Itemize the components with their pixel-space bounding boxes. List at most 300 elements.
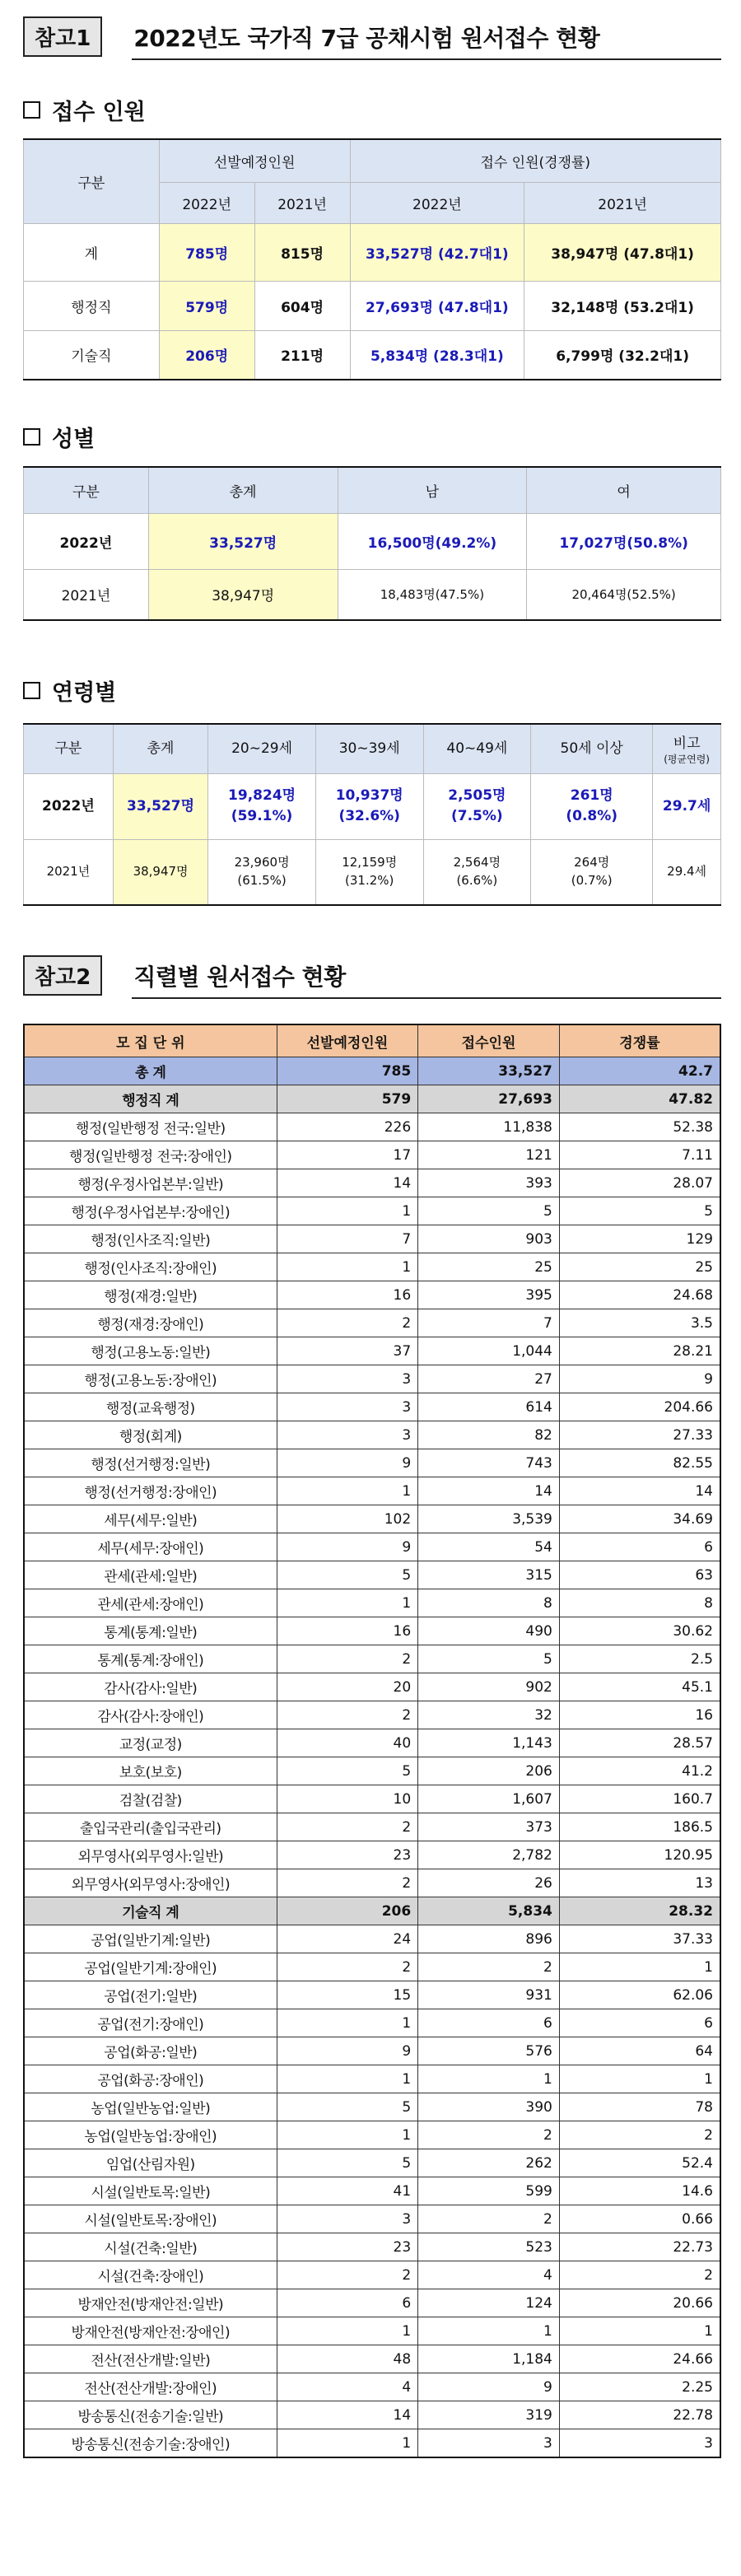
cell-selection: 40 <box>277 1729 418 1757</box>
cell-competition-rate: 28.21 <box>559 1337 720 1365</box>
column-header: 선발예정인원 <box>277 1024 418 1057</box>
cell-app-2022: 27,693명 (47.8대1) <box>350 281 524 330</box>
checkbox-square-icon <box>23 682 40 699</box>
cell-applicants: 206 <box>418 1757 560 1785</box>
cell-applicants: 2 <box>418 2205 560 2233</box>
cell-selection: 1 <box>277 1253 418 1281</box>
cell-selection: 2 <box>277 1309 418 1337</box>
cell-applicants: 262 <box>418 2149 560 2177</box>
cell-app-2022: 5,834명 (28.3대1) <box>350 330 524 380</box>
cell-age-20s <box>208 839 316 905</box>
cell-count: 23,960명 <box>234 855 290 870</box>
cell-selection: 20 <box>277 1673 418 1701</box>
cell-age-50plus <box>531 839 653 905</box>
cell-age-30s <box>315 839 423 905</box>
cell-unit-name: 전산(전산개발:장애인) <box>24 2373 277 2401</box>
row-label: 2021년 <box>24 839 114 905</box>
table-row <box>24 1869 720 1897</box>
row-label: 2022년 <box>24 513 149 569</box>
header-applicants: 접수 인원(경쟁률) <box>350 139 721 182</box>
cell-selection: 23 <box>277 2233 418 2261</box>
table-row <box>24 2009 720 2037</box>
cell-applicants: 26 <box>418 1869 560 1897</box>
table-row <box>24 1925 720 1953</box>
ref2-label: 참고2 <box>23 955 102 996</box>
subtotal-row <box>24 1085 720 1113</box>
cell-unit-name: 시설(건축:일반) <box>24 2233 277 2261</box>
cell-unit-name: 시설(건축:장애인) <box>24 2261 277 2289</box>
cell-competition-rate: 28.32 <box>559 1897 720 1925</box>
cell-applicants: 33,527 <box>418 1057 560 1085</box>
table-row <box>24 2205 720 2233</box>
table-row <box>24 1729 720 1757</box>
table-row <box>24 1197 720 1225</box>
header-2021: 2021년 <box>254 182 350 223</box>
cell-selection: 16 <box>277 1617 418 1645</box>
table-row <box>24 1533 720 1561</box>
table-row <box>24 513 721 569</box>
recruitment-detail-table <box>23 1024 721 2458</box>
cell-applicants: 121 <box>418 1141 560 1169</box>
cell-applicants: 1,044 <box>418 1337 560 1365</box>
cell-unit-name: 공업(전기:일반) <box>24 1981 277 2009</box>
cell-applicants: 902 <box>418 1673 560 1701</box>
cell-unit-name: 세무(세무:장애인) <box>24 1533 277 1561</box>
cell-age-50plus <box>531 773 653 839</box>
table-row <box>24 2289 720 2317</box>
cell-competition-rate: 22.78 <box>559 2401 720 2429</box>
cell-applicants: 25 <box>418 1253 560 1281</box>
table-row <box>24 1449 720 1477</box>
cell-competition-rate: 9 <box>559 1365 720 1393</box>
cell-competition-rate: 186.5 <box>559 1813 720 1841</box>
header-female: 여 <box>527 467 721 513</box>
age-table <box>23 723 721 906</box>
cell-competition-rate: 14.6 <box>559 2177 720 2205</box>
cell-competition-rate: 27.33 <box>559 1421 720 1449</box>
cell-male: 16,500명(49.2%) <box>338 513 527 569</box>
cell-applicants: 896 <box>418 1925 560 1953</box>
cell-competition-rate: 82.55 <box>559 1449 720 1477</box>
cell-sel-2021: 604명 <box>254 281 350 330</box>
table-row <box>24 1169 720 1197</box>
cell-age-40s <box>423 839 531 905</box>
cell-app-2021: 32,148명 (53.2대1) <box>524 281 721 330</box>
cell-competition-rate: 6 <box>559 2009 720 2037</box>
cell-selection: 1 <box>277 2009 418 2037</box>
table-row <box>24 1757 720 1785</box>
cell-unit-name: 기술직 계 <box>24 1897 277 1925</box>
cell-selection: 1 <box>277 1197 418 1225</box>
cell-selection: 3 <box>277 1393 418 1421</box>
cell-competition-rate: 129 <box>559 1225 720 1253</box>
table-row <box>24 2373 720 2401</box>
cell-competition-rate: 28.57 <box>559 1729 720 1757</box>
cell-age-30s <box>315 773 423 839</box>
cell-unit-name: 행정(교육행정) <box>24 1393 277 1421</box>
section-age-heading <box>23 674 116 707</box>
table-row <box>24 1561 720 1589</box>
cell-competition-rate: 25 <box>559 1253 720 1281</box>
header-total: 총계 <box>148 467 338 513</box>
cell-selection: 3 <box>277 1421 418 1449</box>
cell-competition-rate: 41.2 <box>559 1757 720 1785</box>
cell-competition-rate: 63 <box>559 1561 720 1589</box>
table-row <box>24 1701 720 1729</box>
cell-competition-rate: 52.38 <box>559 1113 720 1141</box>
cell-applicants: 1 <box>418 2317 560 2345</box>
checkbox-square-icon <box>23 428 40 446</box>
cell-competition-rate: 24.66 <box>559 2345 720 2373</box>
table-row <box>24 1841 720 1869</box>
cell-applicants: 1,184 <box>418 2345 560 2373</box>
cell-percent: (0.7%) <box>571 872 613 888</box>
cell-app-2022: 33,527명 (42.7대1) <box>350 223 524 281</box>
cell-total: 38,947명 <box>113 839 207 905</box>
cell-percent: (6.6%) <box>456 872 498 888</box>
cell-competition-rate: 2 <box>559 2121 720 2149</box>
cell-female: 20,464명(52.5%) <box>527 569 721 620</box>
row-label: 기술직 <box>24 330 160 380</box>
table-row <box>24 773 721 839</box>
table-row <box>24 1673 720 1701</box>
cell-competition-rate: 13 <box>559 1869 720 1897</box>
cell-unit-name: 행정(우정사업본부:장애인) <box>24 1197 277 1225</box>
cell-competition-rate: 28.07 <box>559 1169 720 1197</box>
table-row <box>24 1421 720 1449</box>
cell-count: 261명 <box>570 787 613 805</box>
cell-applicants: 2 <box>418 2121 560 2149</box>
cell-percent: (61.5%) <box>237 872 287 888</box>
section-gender-heading <box>23 421 95 453</box>
ref1-title: 2022년도 국가직 7급 공채시험 원서접수 현황 <box>133 24 600 52</box>
cell-count: 264명 <box>574 855 610 870</box>
cell-competition-rate: 120.95 <box>559 1841 720 1869</box>
cell-sel-2022: 579명 <box>159 281 254 330</box>
cell-applicants: 1,607 <box>418 1785 560 1813</box>
header-age-30s: 30∼39세 <box>315 724 423 773</box>
header-2022: 2022년 <box>350 182 524 223</box>
title-underline <box>132 58 721 60</box>
cell-count: 2,505명 <box>448 787 506 805</box>
cell-selection: 1 <box>277 1477 418 1505</box>
cell-app-2021: 6,799명 (32.2대1) <box>524 330 721 380</box>
cell-count: 10,937명 <box>335 787 403 805</box>
column-header: 경쟁률 <box>559 1024 720 1057</box>
cell-selection: 2 <box>277 1953 418 1981</box>
cell-selection: 4 <box>277 2373 418 2401</box>
cell-competition-rate: 2 <box>559 2261 720 2289</box>
cell-selection: 9 <box>277 2037 418 2065</box>
cell-average-age: 29.4세 <box>653 839 721 905</box>
cell-selection: 3 <box>277 1365 418 1393</box>
cell-unit-name: 행정(선거행정:장애인) <box>24 1477 277 1505</box>
table-row <box>24 2065 720 2093</box>
cell-applicants: 576 <box>418 2037 560 2065</box>
cell-unit-name: 공업(일반기계:일반) <box>24 1925 277 1953</box>
cell-selection: 9 <box>277 1533 418 1561</box>
table-row <box>24 2037 720 2065</box>
cell-unit-name: 행정(고용노동:장애인) <box>24 1365 277 1393</box>
cell-competition-rate: 204.66 <box>559 1393 720 1421</box>
cell-competition-rate: 20.66 <box>559 2289 720 2317</box>
subtotal-row <box>24 1897 720 1925</box>
cell-unit-name: 방재안전(방재안전:장애인) <box>24 2317 277 2345</box>
cell-applicants: 27 <box>418 1365 560 1393</box>
cell-unit-name: 세무(세무:일반) <box>24 1505 277 1533</box>
cell-applicants: 6 <box>418 2009 560 2037</box>
cell-unit-name: 시설(일반토목:일반) <box>24 2177 277 2205</box>
cell-unit-name: 공업(화공:장애인) <box>24 2065 277 2093</box>
cell-selection: 15 <box>277 1981 418 2009</box>
cell-unit-name: 보호(보호) <box>24 1757 277 1785</box>
table-row <box>24 2121 720 2149</box>
cell-competition-rate: 47.82 <box>559 1085 720 1113</box>
header-note-label: 비고 <box>673 735 701 752</box>
cell-competition-rate: 14 <box>559 1477 720 1505</box>
table-row <box>24 2429 720 2458</box>
table-row <box>24 1393 720 1421</box>
cell-competition-rate: 7.11 <box>559 1141 720 1169</box>
cell-selection: 5 <box>277 1757 418 1785</box>
total-row <box>24 1057 720 1085</box>
cell-app-2021: 38,947명 (47.8대1) <box>524 223 721 281</box>
cell-applicants: 124 <box>418 2289 560 2317</box>
cell-applicants: 5 <box>418 1197 560 1225</box>
header-male: 남 <box>338 467 527 513</box>
header-total: 총계 <box>113 724 207 773</box>
column-header: 모 집 단 위 <box>24 1024 277 1057</box>
cell-applicants: 5 <box>418 1645 560 1673</box>
table-row <box>24 2345 720 2373</box>
cell-competition-rate: 0.66 <box>559 2205 720 2233</box>
cell-selection: 5 <box>277 1561 418 1589</box>
cell-unit-name: 행정(재경:일반) <box>24 1281 277 1309</box>
table-row <box>24 569 721 620</box>
cell-competition-rate: 2.5 <box>559 1645 720 1673</box>
row-label: 2021년 <box>24 569 149 620</box>
cell-applicants: 373 <box>418 1813 560 1841</box>
table-row <box>24 1953 720 1981</box>
cell-competition-rate: 160.7 <box>559 1785 720 1813</box>
cell-percent: (0.8%) <box>566 808 618 824</box>
cell-selection: 14 <box>277 2401 418 2429</box>
applicants-table <box>23 138 721 380</box>
row-label: 2022년 <box>24 773 114 839</box>
cell-unit-name: 공업(전기:장애인) <box>24 2009 277 2037</box>
table-row <box>24 1589 720 1617</box>
cell-selection: 14 <box>277 1169 418 1197</box>
cell-applicants: 11,838 <box>418 1113 560 1141</box>
table-header-row <box>24 1024 720 1057</box>
table-row <box>24 1645 720 1673</box>
row-label: 행정직 <box>24 281 160 330</box>
cell-percent: (32.6%) <box>338 808 400 824</box>
cell-unit-name: 감사(감사:장애인) <box>24 1701 277 1729</box>
header-age-50plus: 50세 이상 <box>531 724 653 773</box>
cell-applicants: 2,782 <box>418 1841 560 1869</box>
cell-applicants: 7 <box>418 1309 560 1337</box>
cell-competition-rate: 1 <box>559 1953 720 1981</box>
table-row <box>24 1309 720 1337</box>
header-age-20s: 20∼29세 <box>208 724 316 773</box>
cell-unit-name: 행정(회계) <box>24 1421 277 1449</box>
table-row <box>24 1477 720 1505</box>
cell-competition-rate: 64 <box>559 2037 720 2065</box>
cell-applicants: 390 <box>418 2093 560 2121</box>
cell-selection: 1 <box>277 1589 418 1617</box>
ref2-header <box>23 955 721 996</box>
cell-applicants: 490 <box>418 1617 560 1645</box>
cell-selection: 41 <box>277 2177 418 2205</box>
cell-applicants: 599 <box>418 2177 560 2205</box>
cell-selection: 10 <box>277 1785 418 1813</box>
cell-applicants: 614 <box>418 1393 560 1421</box>
table-row <box>24 2177 720 2205</box>
table-row <box>24 1337 720 1365</box>
header-2021: 2021년 <box>524 182 721 223</box>
cell-applicants: 27,693 <box>418 1085 560 1113</box>
cell-unit-name: 통계(통계:장애인) <box>24 1645 277 1673</box>
ref1-label: 참고1 <box>23 16 102 57</box>
section-applicants-heading <box>23 94 146 126</box>
cell-competition-rate: 1 <box>559 2317 720 2345</box>
cell-applicants: 3,539 <box>418 1505 560 1533</box>
cell-sel-2022: 206명 <box>159 330 254 380</box>
cell-unit-name: 통계(통계:일반) <box>24 1617 277 1645</box>
cell-applicants: 32 <box>418 1701 560 1729</box>
cell-count: 19,824명 <box>228 787 296 805</box>
cell-selection: 37 <box>277 1337 418 1365</box>
table-row <box>24 2149 720 2177</box>
cell-unit-name: 방송통신(전송기술:일반) <box>24 2401 277 2429</box>
cell-competition-rate: 5 <box>559 1197 720 1225</box>
checkbox-square-icon <box>23 101 40 119</box>
cell-competition-rate: 42.7 <box>559 1057 720 1085</box>
cell-average-age: 29.7세 <box>653 773 721 839</box>
cell-selection: 6 <box>277 2289 418 2317</box>
cell-competition-rate: 3 <box>559 2429 720 2458</box>
cell-unit-name: 행정(일반행정 전국:장애인) <box>24 1141 277 1169</box>
table-row <box>24 2401 720 2429</box>
cell-applicants: 5,834 <box>418 1897 560 1925</box>
cell-count: 12,159명 <box>342 855 398 870</box>
cell-percent: (31.2%) <box>345 872 394 888</box>
gender-table <box>23 466 721 621</box>
cell-selection: 1 <box>277 2317 418 2345</box>
table-row <box>24 281 721 330</box>
table-row <box>24 839 721 905</box>
cell-competition-rate: 45.1 <box>559 1673 720 1701</box>
cell-selection: 226 <box>277 1113 418 1141</box>
cell-competition-rate: 2.25 <box>559 2373 720 2401</box>
cell-unit-name: 전산(전산개발:일반) <box>24 2345 277 2373</box>
table-row <box>24 1981 720 2009</box>
cell-applicants: 14 <box>418 1477 560 1505</box>
cell-unit-name: 공업(일반기계:장애인) <box>24 1953 277 1981</box>
cell-applicants: 4 <box>418 2261 560 2289</box>
cell-selection: 7 <box>277 1225 418 1253</box>
cell-applicants: 743 <box>418 1449 560 1477</box>
table-row <box>24 1281 720 1309</box>
cell-applicants: 2 <box>418 1953 560 1981</box>
cell-unit-name: 출입국관리(출입국관리) <box>24 1813 277 1841</box>
ref2-title: 직렬별 원서접수 현황 <box>133 963 346 991</box>
cell-unit-name: 행정(인사조직:일반) <box>24 1225 277 1253</box>
cell-percent: (59.1%) <box>231 808 293 824</box>
cell-competition-rate: 8 <box>559 1589 720 1617</box>
cell-selection: 102 <box>277 1505 418 1533</box>
cell-applicants: 903 <box>418 1225 560 1253</box>
cell-total: 33,527명 <box>148 513 338 569</box>
cell-selection: 1 <box>277 2121 418 2149</box>
cell-unit-name: 농업(일반농업:장애인) <box>24 2121 277 2149</box>
table-row <box>24 2261 720 2289</box>
header-2022: 2022년 <box>159 182 254 223</box>
cell-unit-name: 행정직 계 <box>24 1085 277 1113</box>
cell-unit-name: 농업(일반농업:일반) <box>24 2093 277 2121</box>
table-row <box>24 1365 720 1393</box>
cell-applicants: 3 <box>418 2429 560 2458</box>
cell-competition-rate: 16 <box>559 1701 720 1729</box>
cell-applicants: 931 <box>418 1981 560 2009</box>
cell-selection: 1 <box>277 2065 418 2093</box>
cell-applicants: 395 <box>418 1281 560 1309</box>
cell-competition-rate: 30.62 <box>559 1617 720 1645</box>
cell-applicants: 319 <box>418 2401 560 2429</box>
table-row <box>24 2317 720 2345</box>
cell-applicants: 9 <box>418 2373 560 2401</box>
cell-sel-2022: 785명 <box>159 223 254 281</box>
cell-selection: 48 <box>277 2345 418 2373</box>
header-group: 구분 <box>24 139 160 223</box>
table-row <box>24 2233 720 2261</box>
table-row <box>24 330 721 380</box>
cell-unit-name: 행정(고용노동:일반) <box>24 1337 277 1365</box>
cell-unit-name: 외무영사(외무영사:일반) <box>24 1841 277 1869</box>
cell-selection: 2 <box>277 1869 418 1897</box>
cell-unit-name: 행정(우정사업본부:일반) <box>24 1169 277 1197</box>
header-group: 구분 <box>24 724 114 773</box>
cell-applicants: 1,143 <box>418 1729 560 1757</box>
cell-age-20s <box>208 773 316 839</box>
cell-competition-rate: 1 <box>559 2065 720 2093</box>
header-group: 구분 <box>24 467 149 513</box>
table-row <box>24 1141 720 1169</box>
cell-competition-rate: 78 <box>559 2093 720 2121</box>
cell-unit-name: 외무영사(외무영사:장애인) <box>24 1869 277 1897</box>
header-note-sub: (평균연령) <box>664 753 710 765</box>
cell-unit-name: 행정(재경:장애인) <box>24 1309 277 1337</box>
cell-unit-name: 시설(일반토목:장애인) <box>24 2205 277 2233</box>
cell-selection: 2 <box>277 1813 418 1841</box>
section-title: 성별 <box>52 427 96 452</box>
cell-competition-rate: 52.4 <box>559 2149 720 2177</box>
section-title: 접수 인원 <box>52 100 146 125</box>
title-underline <box>132 997 721 999</box>
cell-competition-rate: 37.33 <box>559 1925 720 1953</box>
cell-selection: 5 <box>277 2093 418 2121</box>
table-row <box>24 1113 720 1141</box>
cell-unit-name: 방송통신(전송기술:장애인) <box>24 2429 277 2458</box>
cell-selection: 1 <box>277 2429 418 2458</box>
table-row <box>24 1617 720 1645</box>
cell-unit-name: 행정(일반행정 전국:일반) <box>24 1113 277 1141</box>
cell-sel-2021: 815명 <box>254 223 350 281</box>
cell-unit-name: 검찰(검찰) <box>24 1785 277 1813</box>
cell-count: 2,564명 <box>453 855 501 870</box>
column-header: 접수인원 <box>418 1024 560 1057</box>
